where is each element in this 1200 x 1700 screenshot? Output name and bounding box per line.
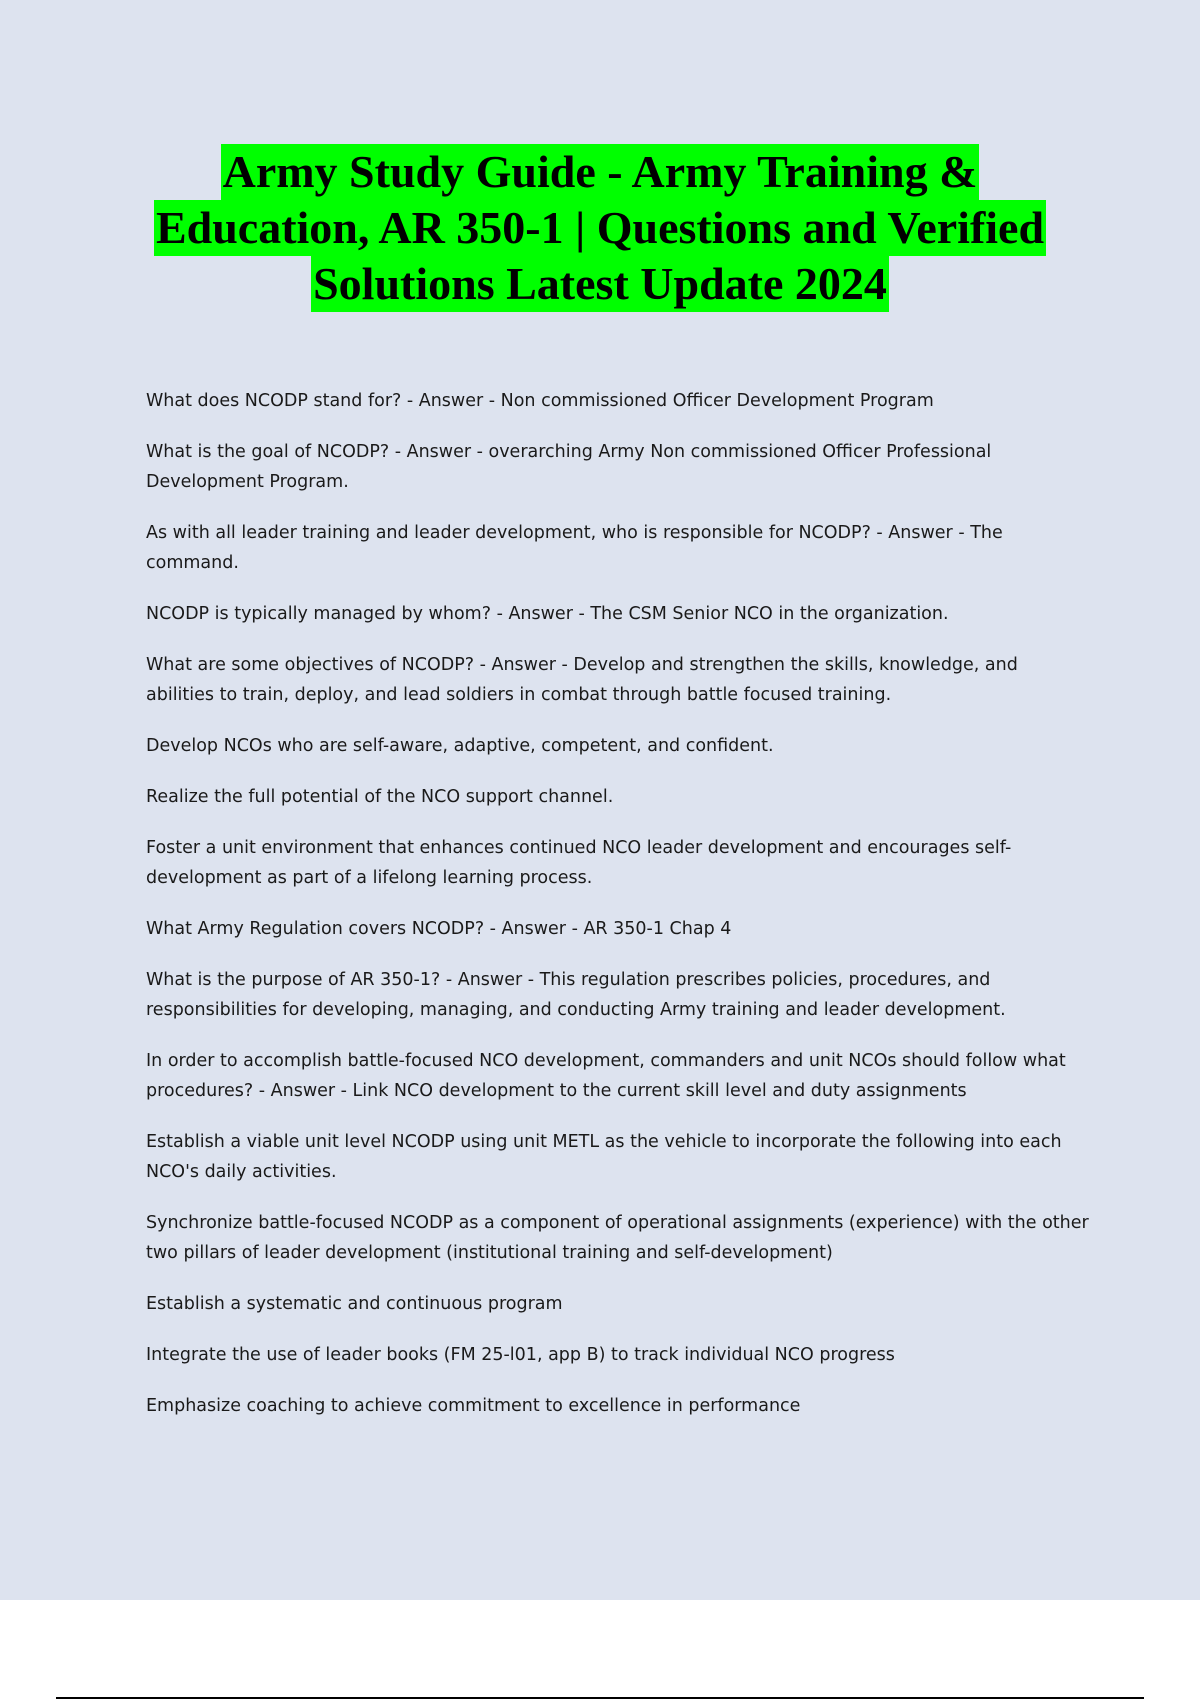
document-body <box>146 386 1091 1442</box>
title-line-2: Education, AR 350-1 | Questions and Verified <box>154 200 1046 256</box>
body-paragraph: Establish a systematic and continuous program <box>146 1294 563 1314</box>
title-line-3: Solutions Latest Update 2024 <box>311 256 889 312</box>
qa-paragraph: What are some objectives of NCODP? - Answer - Develop and strengthen the skills, knowledge, and abilities to train, deploy, and lead soldiers in combat through battle focused training. <box>146 655 1018 705</box>
qa-paragraph: In order to accomplish battle-focused NCO development, commanders and unit NCOs should follow what procedures? - Answer - Link NCO development to the current skill level and duty assignments <box>146 1051 1066 1101</box>
qa-paragraph: What is the purpose of AR 350-1? - Answer - This regulation prescribes policies, procedures, and responsibilities for developing, managing, and conducting Army training and leader development. <box>146 970 1006 1020</box>
body-paragraph: Establish a viable unit level NCODP using unit METL as the vehicle to incorporate the following into each NCO's daily activities. <box>146 1132 1062 1182</box>
qa-paragraph: What is the goal of NCODP? - Answer - overarching Army Non commissioned Officer Professional Development Program. <box>146 442 992 492</box>
title-line-1: Army Study Guide - Army Training & <box>221 144 980 200</box>
body-paragraph: Emphasize coaching to achieve commitment to excellence in performance <box>146 1396 801 1416</box>
body-paragraph: Foster a unit environment that enhances continued NCO leader development and encourages self-development as part of a lifelong learning process. <box>146 838 1012 888</box>
qa-paragraph: What does NCODP stand for? - Answer - Non commissioned Officer Development Program <box>146 391 934 411</box>
body-paragraph: Realize the full potential of the NCO support channel. <box>146 787 614 807</box>
qa-paragraph: As with all leader training and leader development, who is responsible for NCODP? - Answer - The command. <box>146 523 1003 573</box>
qa-paragraph: NCODP is typically managed by whom? - Answer - The CSM Senior NCO in the organization. <box>146 604 949 624</box>
qa-paragraph: What Army Regulation covers NCODP? - Answer - AR 350-1 Chap 4 <box>146 919 732 939</box>
body-paragraph: Develop NCOs who are self-aware, adaptive, competent, and confident. <box>146 736 774 756</box>
footer-divider <box>56 1697 1144 1699</box>
document-title <box>100 144 1100 312</box>
body-paragraph: Synchronize battle-focused NCODP as a component of operational assignments (experience) with the other two pillars of leader development (institutional training and self-development) <box>146 1213 1089 1263</box>
body-paragraph: Integrate the use of leader books (FM 25-l01, app B) to track individual NCO progress <box>146 1345 895 1365</box>
